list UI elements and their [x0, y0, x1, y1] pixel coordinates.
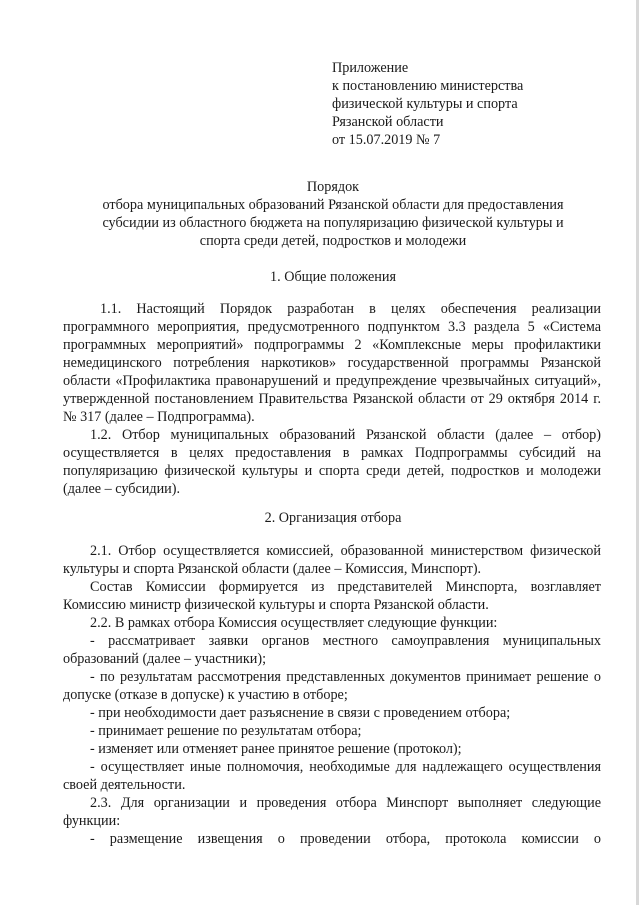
header-line-2: к постановлению министерства — [332, 78, 524, 94]
title-line-2: субсидии из областного бюджета на популяризацию физической культуры и — [102, 215, 564, 231]
header-line-3: физической культуры и спорта — [332, 96, 518, 112]
title-heading: Порядок — [306, 179, 360, 195]
title-line-1: отбора муниципальных образований Рязанской области для предоставления — [102, 197, 564, 213]
paragraph-2-1-composition: Состав Комиссии формируется из представителей Минспорта, возглавляет Комиссию министр физической культуры и спорта Рязанской области. — [63, 579, 601, 613]
paragraph-2-3-item: - размещение извещения о проведении отбора, протокола комиссии о — [90, 831, 601, 847]
section-1-body — [63, 300, 601, 498]
paragraph-2-3: 2.3. Для организации и проведения отбора Минспорт выполняет следующие функции: — [63, 795, 601, 829]
paragraph-2-2: 2.2. В рамках отбора Комиссия осуществляет следующие функции: — [90, 615, 498, 631]
header-line-4: Рязанской области — [332, 114, 444, 130]
list-item: - при необходимости дает разъяснение в связи с проведением отбора; — [90, 705, 511, 721]
section-1-heading: 1. Общие положения — [270, 269, 396, 285]
title-line-3: спорта среди детей, подростков и молодежи — [199, 233, 467, 249]
section-2-heading: 2. Организация отбора — [264, 510, 402, 526]
list-item: - рассматривает заявки органов местного самоуправления муниципальных образований (далее – участники); — [63, 633, 601, 667]
list-item: - принимает решение по результатам отбора; — [90, 723, 362, 739]
paragraph-1-1: 1.1. Настоящий Порядок разработан в целях обеспечения реализации программного мероприятия, предусмотренного подпунктом 3.3 раздела 5 «Система программных мероприятий» подпрограммы 2 «Комплексные меры профилактики немедицинского потребления наркотиков» государственной программы Рязанской области «Профилактика правонарушений и предупреждение чрезвычайных ситуаций», утвержденной постановлением Правительства Рязанской области от 29 октября 2014 г. № 317 (далее – Подпрограмма). — [63, 301, 601, 425]
approval-header — [332, 59, 622, 149]
list-item: - изменяет или отменяет ранее принятое решение (протокол); — [90, 741, 462, 757]
section-2-body — [63, 542, 601, 848]
paragraph-1-2: 1.2. Отбор муниципальных образований Рязанской области (далее – отбор) осуществляется в целях предоставления в рамках Подпрограммы субсидий на популяризацию физической культуры и спорта среди детей, подростков и молодежи (далее – субсидии). — [63, 427, 601, 497]
paragraph-2-1: 2.1. Отбор осуществляется комиссией, образованной министерством физической культуры и спорта Рязанской области (далее – Комиссия, Минспорт). — [63, 543, 601, 577]
list-item: - по результатам рассмотрения представленных документов принимает решение о допуске (отказе в допуске) к участию в отборе; — [63, 669, 601, 703]
header-line-1: Приложение — [332, 60, 409, 76]
document-title — [40, 178, 626, 250]
list-item: - осуществляет иные полномочия, необходимые для надлежащего осуществления своей деятельности. — [63, 759, 601, 793]
header-line-5: от 15.07.2019 № 7 — [332, 132, 441, 148]
